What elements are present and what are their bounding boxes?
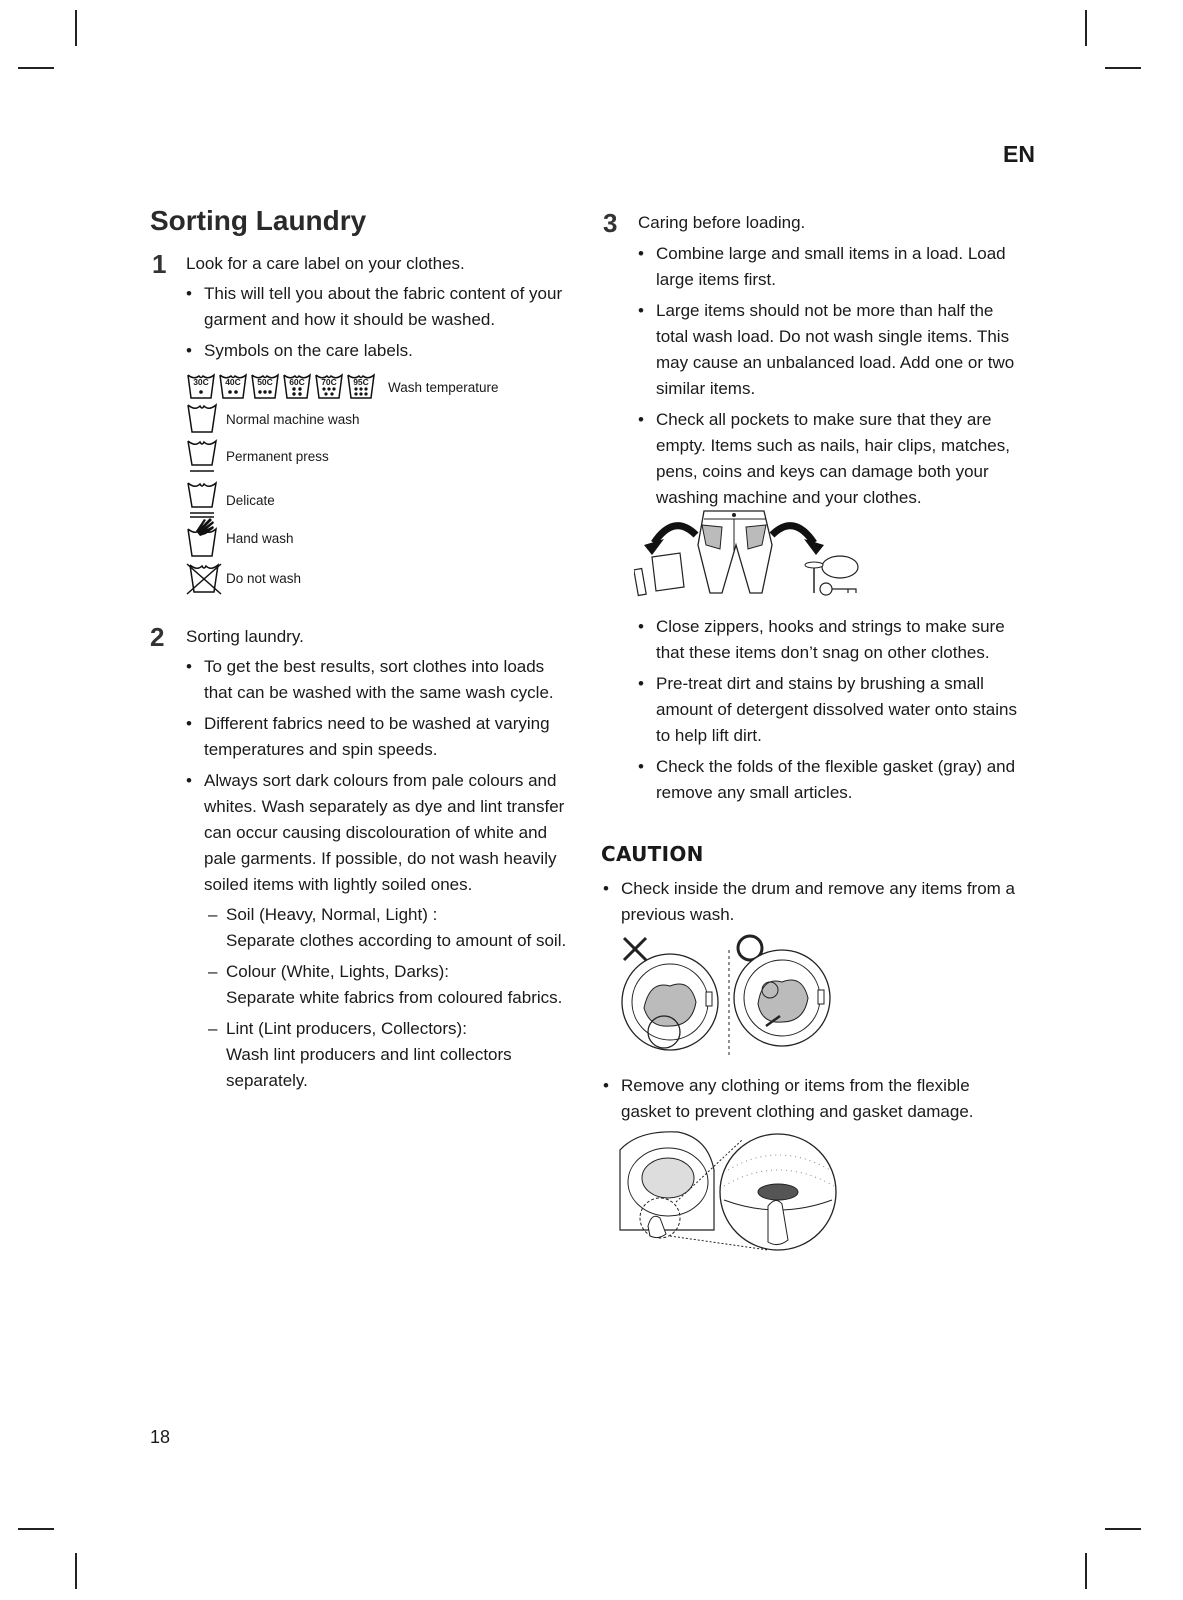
- hand-wash-row: [186, 516, 294, 560]
- do-not-wash-icon: [186, 560, 222, 596]
- symbol-label: Wash temperature: [388, 379, 499, 395]
- wash-95-icon: 95C: [346, 372, 376, 402]
- crop-mark: [1105, 1528, 1141, 1530]
- list-item: • Combine large and small items in a load. Load large items first.: [638, 241, 1023, 293]
- list-item: [186, 768, 571, 1094]
- crop-mark: [1085, 1553, 1087, 1589]
- list-item: • This will tell you about the fabric content of your garment and how it should be washed.: [186, 281, 566, 333]
- crop-mark: [18, 1528, 54, 1530]
- step3-bullets-a: [638, 241, 1023, 516]
- list-item: • Pre-treat dirt and stains by brushing a small amount of detergent dissolved water onto stains to help lift dirt.: [638, 671, 1023, 749]
- symbol-label: Do not wash: [226, 570, 302, 586]
- crop-mark: [1105, 67, 1141, 69]
- permanent-press-icon: [186, 438, 218, 474]
- wash-40-icon: 40C: [218, 372, 248, 402]
- symbol-label: Delicate: [226, 492, 275, 508]
- wash-temperature-row: [186, 370, 499, 404]
- list-item: • Check inside the drum and remove any items from a previous wash.: [603, 876, 1023, 928]
- step-number: 2: [150, 622, 165, 652]
- sub-list-item: – Lint (Lint producers, Collectors): Wash lint producers and lint collectors separately.: [204, 1016, 571, 1094]
- caution-bullet-1: [603, 876, 1023, 933]
- list-item: • Check all pockets to make sure that they are empty. Items such as nails, hair clips, matches, pens, coins and keys can damage both your washing machine and your clothes.: [638, 407, 1023, 511]
- wash-70-icon: 70C: [314, 372, 344, 402]
- step-text: Caring before loading.: [638, 213, 806, 232]
- page-number: 18: [150, 1427, 171, 1447]
- normal-wash-row: [186, 402, 360, 436]
- crop-mark: [18, 67, 54, 69]
- symbol-label: Permanent press: [226, 448, 329, 464]
- care-symbols: [186, 370, 536, 610]
- crop-mark: [1085, 10, 1087, 46]
- delicate-icon: [186, 480, 218, 520]
- crop-mark: [75, 1553, 77, 1589]
- step1-bullets: [186, 281, 566, 369]
- step2-bullets: [186, 654, 571, 1099]
- drum-check-illustration: [620, 930, 850, 1060]
- list-item: • Different fabrics need to be washed at varying temperatures and spin speeds.: [186, 711, 571, 763]
- list-item: • Close zippers, hooks and strings to make sure that these items don’t snag on other clothes.: [638, 614, 1023, 666]
- symbol-label: Hand wash: [226, 530, 294, 546]
- list-item: • Symbols on the care labels.: [186, 338, 566, 364]
- step-number: 1: [152, 249, 167, 279]
- caution-bullet-2: [603, 1073, 1023, 1130]
- list-item: • Check the folds of the flexible gasket (gray) and remove any small articles.: [638, 754, 1023, 806]
- permanent-press-row: [186, 438, 329, 474]
- sub-list-item: – Soil (Heavy, Normal, Light) : Separate clothes according to amount of soil.: [204, 902, 571, 954]
- delicate-row: [186, 480, 275, 520]
- list-item: • Remove any clothing or items from the flexible gasket to prevent clothing and gasket damage.: [603, 1073, 1023, 1125]
- caution-heading: CAUTION: [601, 842, 704, 866]
- list-item: • Large items should not be more than half the total wash load. Do not wash single items. This may cause an unbalanced load. Add one or two similar items.: [638, 298, 1023, 402]
- wash-30-icon: 30C: [186, 372, 216, 402]
- list-item: • To get the best results, sort clothes into loads that can be washed with the same wash cycle.: [186, 654, 571, 706]
- hand-wash-icon: [186, 516, 218, 560]
- step-text: Sorting laundry.: [186, 627, 304, 646]
- wash-60-icon: 60C: [282, 372, 312, 402]
- step-number: 3: [603, 208, 618, 238]
- empty-pockets-illustration: [634, 505, 864, 605]
- do-not-wash-row: [186, 560, 301, 596]
- wash-50-icon: 50C: [250, 372, 280, 402]
- step-text: Look for a care label on your clothes.: [186, 254, 465, 273]
- normal-wash-icon: [186, 402, 218, 436]
- language-tag: EN: [1003, 141, 1035, 167]
- sort-criteria-list: [204, 902, 571, 1094]
- symbol-label: Normal machine wash: [226, 411, 360, 427]
- list-item-text: Always sort dark colours from pale colours and whites. Wash separately as dye and lint transfer can occur causing discolouration of white and pale garments. If possible, do not wash heavily soiled items with lightly soiled ones.: [204, 771, 565, 894]
- step3-bullets-b: [638, 614, 1023, 811]
- crop-mark: [75, 10, 77, 46]
- sub-list-item: – Colour (White, Lights, Darks): Separate white fabrics from coloured fabrics.: [204, 959, 571, 1011]
- gasket-check-illustration: [618, 1130, 848, 1255]
- page-title: Sorting Laundry: [150, 205, 367, 236]
